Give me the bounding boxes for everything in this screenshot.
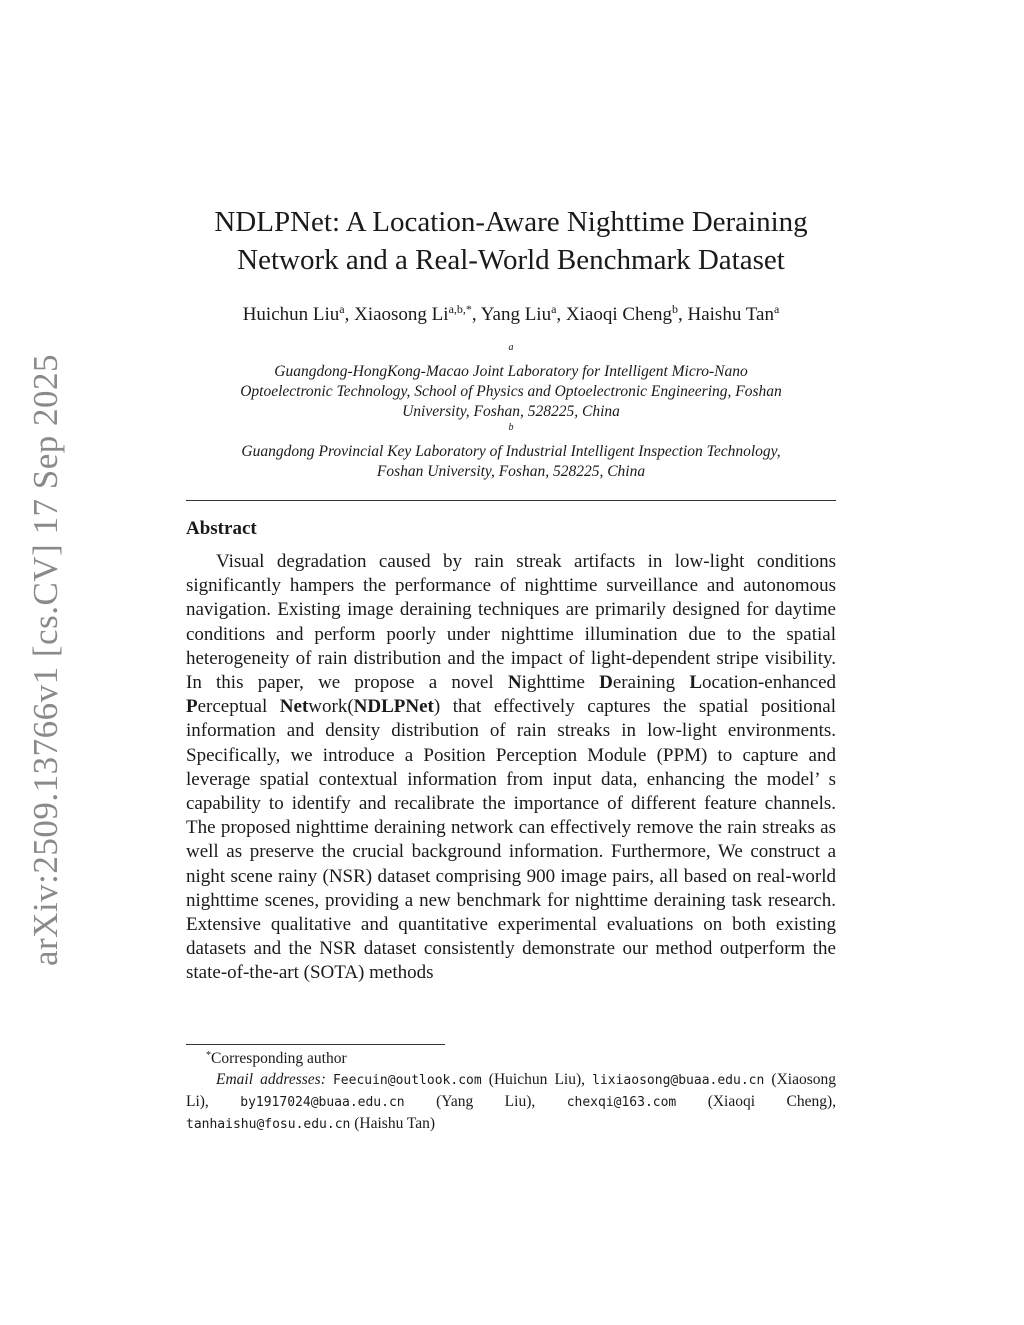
affiliation-text: Guangdong Provincial Key Laboratory of Industrial Intelligent Inspection Technology,: [241, 443, 781, 460]
email-owner: (Yang Liu),: [404, 1093, 567, 1110]
title-line-1: NDLPNet: A Location-Aware Nighttime Deraining: [214, 206, 808, 238]
abstract-part: ighttime: [521, 672, 600, 694]
email-owner: (Xiaosong Li),: [186, 1071, 836, 1110]
email-label: Email addresses:: [216, 1071, 326, 1088]
abstract-heading: Abstract: [186, 518, 257, 539]
author-affil-mark: a: [551, 302, 557, 316]
paper-title: [186, 203, 836, 279]
footnote-rule: [186, 1044, 445, 1045]
author-separator: ,: [678, 304, 688, 325]
author-name: Yang Liu: [480, 304, 552, 325]
title-line-2: Network and a Real-World Benchmark Dataset: [237, 244, 785, 276]
affiliation-a-line-3: University, Foshan, 528225, China: [402, 403, 620, 420]
abstract-part: Visual degradation caused by rain streak artifacts in low-light conditions significantly hampers the performance of nighttime surveillance and autonomous navigation. Existing image deraining techniques are primarily designed for daytime conditions and perform poorly under nighttime illumination due to the spatial heterogeneity of rain distribution and the impact of light-dependent stripe visibility. In this paper, we propose a novel: [186, 551, 836, 694]
email-link[interactable]: lixiaosong@buaa.edu.cn: [592, 1073, 765, 1088]
author-affil-mark: b: [672, 302, 678, 316]
author-affil-mark: a: [339, 302, 345, 316]
footnote-corresponding: [186, 1048, 836, 1069]
abstract-bold: N: [507, 672, 522, 694]
arxiv-watermark: arXiv:2509.13766v1 [cs.CV] 17 Sep 2025: [26, 353, 65, 967]
abstract-part: eraining: [612, 672, 690, 694]
email-link[interactable]: chexqi@163.com: [566, 1095, 677, 1110]
author-name: Haishu Tan: [687, 304, 774, 325]
author-name: Xiaosong Li: [354, 304, 449, 325]
abstract-part: ocation-enhanced: [702, 672, 837, 694]
horizontal-rule: [186, 500, 836, 501]
affiliation-mark: b: [508, 422, 514, 433]
affiliation-a-line-1: [186, 342, 836, 382]
email-owner: (Xiaoqi Cheng),: [676, 1093, 836, 1110]
author-separator: ,: [556, 304, 566, 325]
email-link[interactable]: Feecuin@outlook.com: [332, 1073, 482, 1088]
author-name: Xiaoqi Cheng: [565, 304, 672, 325]
email-link[interactable]: by1917024@buaa.edu.cn: [240, 1095, 405, 1110]
footnote-emails: [186, 1069, 836, 1135]
abstract-bold: NDLPNet: [353, 696, 434, 718]
author-affil-mark: a: [773, 302, 780, 316]
affiliation-a-line-2: Optoelectronic Technology, School of Physics and Optoelectronic Engineering, Foshan: [240, 383, 782, 400]
abstract-bold: P: [186, 696, 198, 718]
abstract-part: erceptual: [197, 696, 280, 718]
author-affil-mark: a,b,*: [448, 302, 472, 316]
affiliation-b-line-2: Foshan University, Foshan, 528225, China: [376, 463, 646, 480]
footnote-mark: *: [206, 1050, 211, 1061]
abstract-part: work(: [308, 696, 354, 718]
affiliations: [186, 342, 836, 482]
email-link[interactable]: tanhaishu@fosu.edu.cn: [186, 1117, 351, 1132]
email-owner: (Huichun Liu),: [481, 1071, 593, 1088]
author-name: Huichun Liu: [242, 304, 340, 325]
footnote-text: Corresponding author: [211, 1050, 347, 1067]
abstract-part: ) that effectively captures the spatial positional information and density distribution of rain streaks in low-light environments. Specifically, we introduce a Position Perception Module (PPM) to capture and leverage spatial contextual information from input data, enhancing the model’ s capability to identify and recalibrate the importance of different feature channels. The proposed nighttime deraining network can effectively remove the rain streaks as well as preserve the crucial background information. Furthermore, We construct a night scene rainy (NSR) dataset comprising 900 image pairs, all based on real-world nighttime scenes, providing a new benchmark for nighttime deraining task research. Extensive qualitative and quantitative experimental evaluations on both existing datasets and the NSR dataset consistently demonstrate our method outperform the state-of-the-art (SOTA) methods: [186, 696, 836, 984]
affiliation-mark: a: [508, 342, 514, 353]
author-separator: ,: [471, 304, 481, 325]
abstract-bold: Net: [279, 696, 309, 718]
abstract-text: [186, 550, 836, 986]
affiliation-b-line-1: [186, 422, 836, 462]
author-separator: ,: [344, 304, 355, 325]
abstract-bold: D: [599, 672, 613, 694]
affiliation-text: Guangdong-HongKong-Macao Joint Laboratory for Intelligent Micro-Nano: [274, 363, 748, 380]
email-owner: (Haishu Tan): [350, 1115, 436, 1132]
author-list: [186, 303, 836, 327]
abstract-bold: L: [689, 672, 703, 694]
